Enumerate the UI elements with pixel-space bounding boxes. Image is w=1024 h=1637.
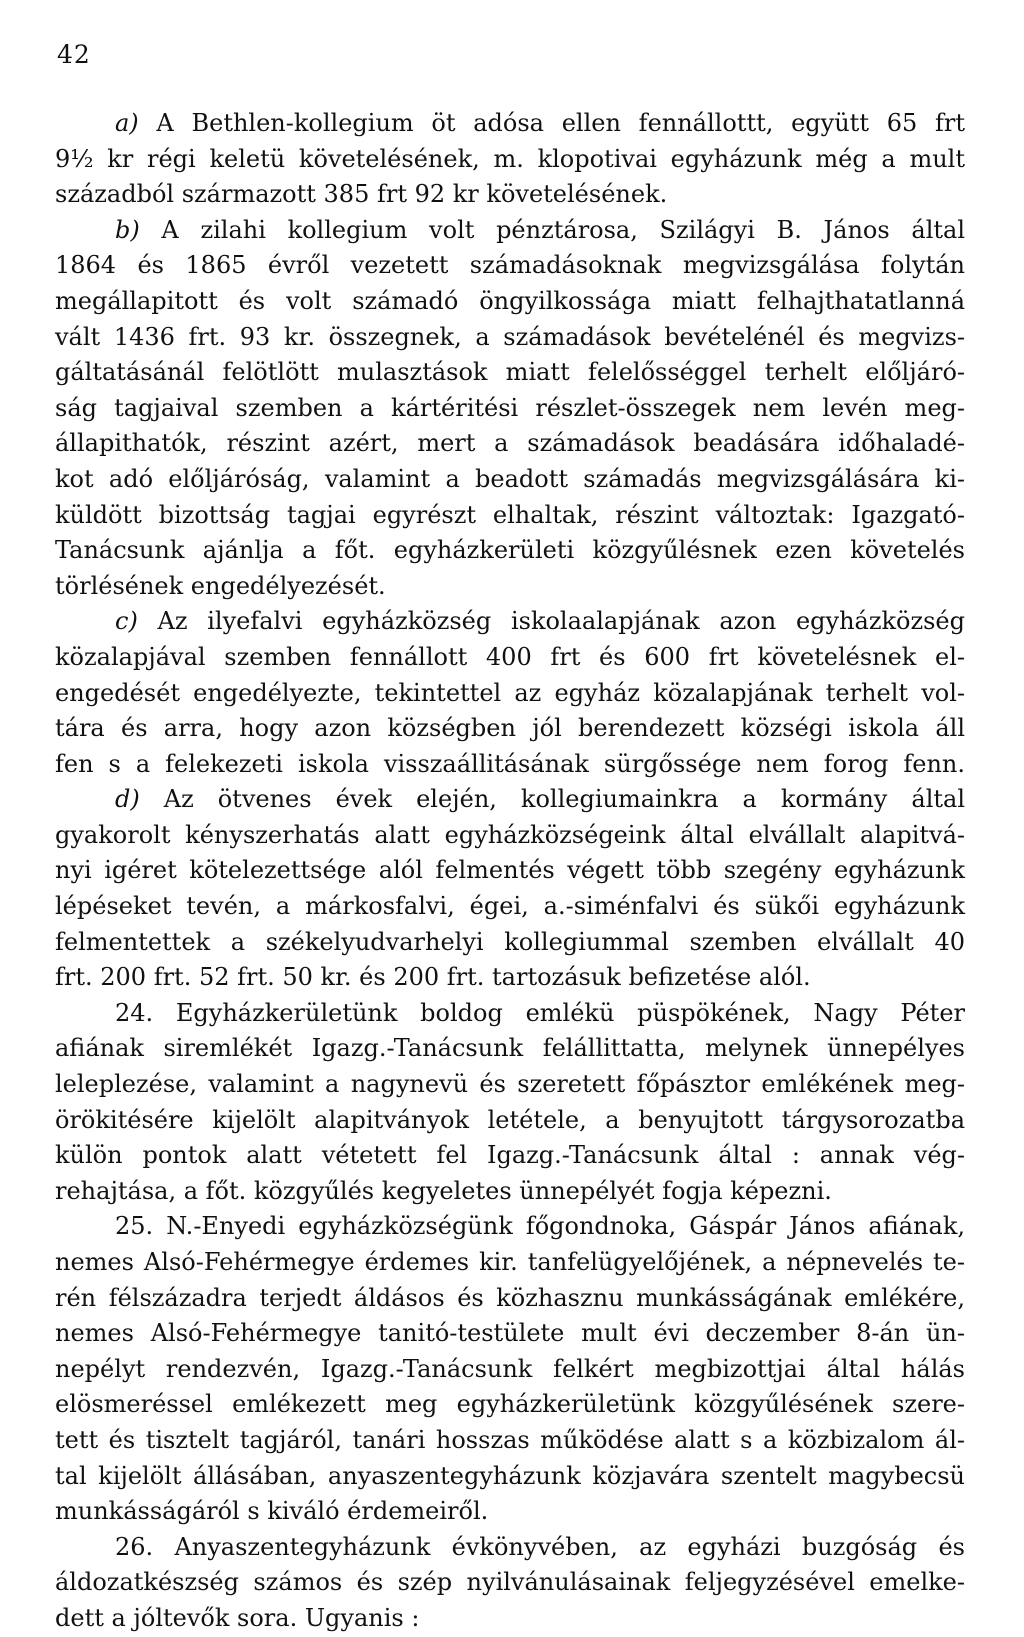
- text-line: [55, 818, 965, 854]
- line-text: Az ötvenes évek elején, kollegiumainkra a kormány által: [139, 785, 965, 814]
- text-line: [55, 1387, 965, 1423]
- line-text: 24. Egyházkerületünk boldog emlékü püspökének, Nagy Péter: [115, 998, 965, 1027]
- text-line: [55, 1138, 965, 1174]
- text-line: [55, 1601, 965, 1637]
- item-label: c): [115, 607, 138, 636]
- text-line: [55, 213, 965, 249]
- line-text: afiának siremlékét Igazg.-Tanácsunk felállittatta, melynek ünnepélyes: [55, 1034, 965, 1063]
- item-label: a): [115, 109, 139, 137]
- text-line: [55, 747, 965, 783]
- line-text: rehajtása, a főt. közgyűlés kegyeletes ünnepélyét fogja képezni.: [55, 1176, 832, 1205]
- line-text: 25. N.-Enyedi egyházközségünk főgondnoka, Gáspár János afiának,: [115, 1212, 965, 1241]
- line-text: törlésének engedélyezését.: [55, 571, 386, 600]
- line-text: 26. Anyaszentegyházunk évkönyvében, az egyházi buzgóság és: [115, 1532, 965, 1561]
- line-text: tára és arra, hogy azon községben jól berendezett községi iskola áll: [55, 714, 965, 743]
- item-label: b): [115, 215, 140, 244]
- text-line: [55, 462, 965, 498]
- text-line: [55, 1316, 965, 1352]
- text-line: [55, 711, 965, 747]
- line-text: örökitésére kijelölt alapitványok letétele, a benyujtott tárgysorozatba: [55, 1105, 965, 1134]
- text-line: [55, 426, 965, 462]
- text-line: [55, 391, 965, 427]
- text-line: [55, 640, 965, 676]
- text-line: [55, 248, 965, 284]
- text-line: [55, 782, 965, 818]
- line-text: vált 1436 frt. 93 kr. összegnek, a számadások bevételénél és megvizs-: [55, 322, 965, 351]
- line-text: elösmeréssel emlékezett meg egyházkerületünk közgyűlésének szere-: [55, 1390, 965, 1419]
- text-line: [55, 142, 965, 178]
- text-line: [55, 996, 965, 1032]
- text-line: [55, 1352, 965, 1388]
- line-text: frt. 200 frt. 52 frt. 50 kr. és 200 frt. tartozásuk befizetése alól.: [55, 963, 811, 992]
- text-line: [55, 604, 965, 640]
- text-line: [55, 1174, 965, 1210]
- text-line: [55, 1281, 965, 1317]
- text-line: [55, 1245, 965, 1281]
- line-text: kot adó előljáróság, valamint a beadott számadás megvizsgálására ki-: [55, 464, 965, 493]
- text-line: [55, 1031, 965, 1067]
- text-line: [55, 320, 965, 356]
- item-label: d): [115, 785, 140, 814]
- line-text: dett a jóltevők sora. Ugyanis :: [55, 1603, 420, 1632]
- line-text: állapithatók, részint azért, mert a számadások beadására időhaladé-: [55, 429, 965, 458]
- line-text: 1864 és 1865 évről vezetett számadásoknak megvizsgálása folytán: [55, 251, 965, 280]
- line-text: fen s a felekezeti iskola visszaállitásának sürgőssége nem forog fenn.: [55, 749, 965, 778]
- text-line: [55, 960, 965, 996]
- text-line: [55, 533, 965, 569]
- text-line: [55, 1103, 965, 1139]
- line-text: nemes Alsó-Fehérmegye tanitó-testülete mult évi deczember 8-án ün-: [55, 1319, 965, 1348]
- text-line: [55, 177, 965, 213]
- line-text: tal kijelölt állásában, anyaszentegyházunk közjavára szentelt magybecsü: [55, 1461, 965, 1490]
- line-text: századból származott 385 frt 92 kr követelésének.: [55, 180, 668, 209]
- line-text: közalapjával szemben fennállott 400 frt és 600 frt követelésnek el-: [55, 642, 965, 671]
- line-text: 9½ kr régi keletü követelésének, m. klopotivai egyházunk még a mult: [55, 144, 965, 173]
- line-text: külön pontok alatt vétetett fel Igazg.-Tanácsunk által : annak vég-: [55, 1141, 965, 1170]
- line-text: küldött bizottság tagjai egyrészt elhaltak, részint változtak: Igazgató-: [55, 500, 965, 529]
- line-text: A zilahi kollegium volt pénztárosa, Szilágyi B. János által: [139, 215, 965, 244]
- text-line: [55, 1459, 965, 1495]
- text-line: [55, 1423, 965, 1459]
- line-text: engedését engedélyezte, tekintettel az egyház közalapjának terhelt vol-: [55, 678, 965, 707]
- line-text: Az ilyefalvi egyházközség iskolaalapjának azon egyházközség: [137, 607, 965, 636]
- line-text: nemes Alsó-Fehérmegye érdemes kir. tanfelügyelőjének, a népnevelés te-: [55, 1248, 965, 1276]
- text-line: [55, 498, 965, 534]
- line-text: leleplezése, valamint a nagynevü és szeretett főpásztor emlékének meg-: [55, 1070, 965, 1099]
- line-text: ság tagjaival szemben a kártéritési részlet-összegek nem levén meg-: [55, 393, 965, 422]
- text-line: [55, 284, 965, 320]
- line-text: megállapitott és volt számadó öngyilkossága miatt felhajthatatlanná: [55, 286, 965, 315]
- text-line: [55, 569, 965, 605]
- text-line: [55, 1209, 965, 1245]
- line-text: tett és tisztelt tagjáról, tanári hosszas működése alatt s a közbizalom ál-: [55, 1425, 965, 1454]
- text-line: [55, 853, 965, 889]
- text-line: [55, 889, 965, 925]
- line-text: A Bethlen-kollegium öt adósa ellen fennállottt, együtt 65 frt: [138, 109, 965, 137]
- text-line: [55, 106, 965, 142]
- line-text: áldozatkészség számos és szép nyilvánulásainak feljegyzésével emelke-: [55, 1568, 965, 1597]
- line-text: lépéseket tevén, a márkosfalvi, égei, a.-siménfalvi és sükői egyházunk: [55, 892, 965, 921]
- page-number: 42: [57, 40, 91, 69]
- line-text: munkásságáról s kiváló érdemeiről.: [55, 1497, 489, 1526]
- text-line: [55, 1530, 965, 1566]
- text-line: [55, 1067, 965, 1103]
- text-line: [55, 1565, 965, 1601]
- body-text: [55, 106, 965, 1637]
- text-line: [55, 925, 965, 961]
- line-text: nyi igéret kötelezettsége alól felmentés végett több szegény egyházunk: [55, 856, 965, 885]
- line-text: rén félszázadra terjedt áldásos és közhasznu munkásságának emlékére,: [55, 1283, 965, 1312]
- line-text: nepélyt rendezvén, Igazg.-Tanácsunk felkért megbizottjai által hálás: [55, 1354, 965, 1383]
- text-line: [55, 355, 965, 391]
- text-line: [55, 676, 965, 712]
- line-text: gáltatásánál felötlött mulasztások miatt felelősséggel terhelt előljáró-: [55, 358, 965, 387]
- line-text: Tanácsunk ajánlja a főt. egyházkerületi közgyűlésnek ezen követelés: [55, 536, 965, 565]
- text-line: [55, 1494, 965, 1530]
- line-text: felmentettek a székelyudvarhelyi kollegiummal szemben elvállalt 40: [55, 927, 965, 956]
- line-text: gyakorolt kényszerhatás alatt egyházközségeink által elvállalt alapitvá-: [55, 820, 965, 849]
